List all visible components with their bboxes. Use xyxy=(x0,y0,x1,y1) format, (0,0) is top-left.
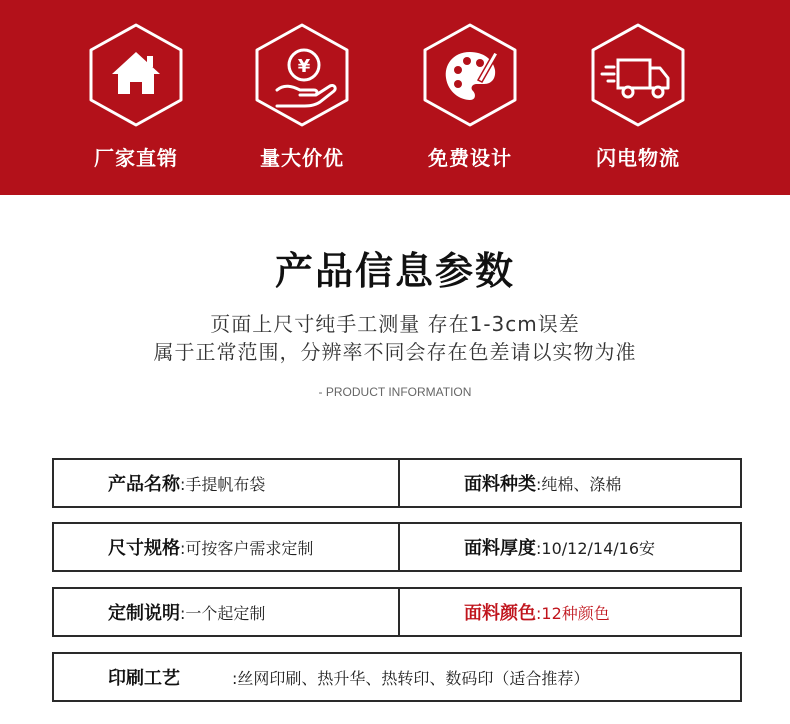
measurement-note: 页面上尺寸纯手工测量 存在1-3cm误差 xyxy=(210,312,580,336)
feature-label: 量大价优 xyxy=(260,146,344,170)
printing-process-value: :丝网印刷、热升华、热转印、数码印（适合推荐） xyxy=(232,668,590,688)
product-name-value: :手提帆布袋 xyxy=(180,474,266,494)
fabric-color-key: 面料颜色 xyxy=(464,603,536,624)
table-row xyxy=(52,652,742,702)
table-row xyxy=(52,587,742,637)
printing-process-key: 印刷工艺 xyxy=(108,668,180,689)
palette-icon xyxy=(420,22,520,128)
feature-banner xyxy=(0,0,790,195)
svg-text:¥: ¥ xyxy=(297,56,311,77)
feature-fast-delivery xyxy=(588,22,688,171)
column-divider xyxy=(398,589,400,635)
table-row xyxy=(52,458,742,508)
fabric-color-cell xyxy=(464,589,610,635)
fabric-color-value: :12种颜色 xyxy=(536,603,610,623)
feature-label: 闪电物流 xyxy=(596,146,680,170)
english-subtitle: - PRODUCT INFORMATION xyxy=(318,385,472,399)
customization-value: :一个起定制 xyxy=(180,603,266,623)
customization-key: 定制说明 xyxy=(108,603,180,624)
yen-hand-icon xyxy=(252,22,352,128)
fabric-thickness-value: :10/12/14/16安 xyxy=(536,538,656,558)
product-name-cell xyxy=(108,460,265,506)
column-divider xyxy=(398,524,400,570)
fabric-thickness-cell xyxy=(464,524,655,570)
feature-best-price xyxy=(252,22,352,171)
size-spec-value: :可按客户需求定制 xyxy=(180,538,314,558)
fabric-type-cell xyxy=(464,460,621,506)
printing-process-key-cell xyxy=(108,654,180,700)
customization-cell xyxy=(108,589,265,635)
page-title: 产品信息参数 xyxy=(274,249,515,293)
size-spec-cell xyxy=(108,524,313,570)
printing-process-value-cell xyxy=(232,654,589,700)
delivery-truck-icon xyxy=(588,22,688,128)
fabric-type-value: :纯棉、涤棉 xyxy=(536,474,622,494)
size-spec-key: 尺寸规格 xyxy=(108,538,180,559)
color-difference-note: 属于正常范围，分辨率不同会存在色差请以实物为准 xyxy=(153,340,637,364)
table-row xyxy=(52,522,742,572)
feature-free-design xyxy=(420,22,520,171)
fabric-thickness-key: 面料厚度 xyxy=(464,538,536,559)
house-icon xyxy=(86,22,186,128)
feature-factory-direct xyxy=(86,22,186,171)
product-name-key: 产品名称 xyxy=(108,474,180,495)
column-divider xyxy=(398,460,400,506)
feature-label: 厂家直销 xyxy=(94,146,178,170)
fabric-type-key: 面料种类 xyxy=(464,474,536,495)
feature-label: 免费设计 xyxy=(428,146,512,170)
